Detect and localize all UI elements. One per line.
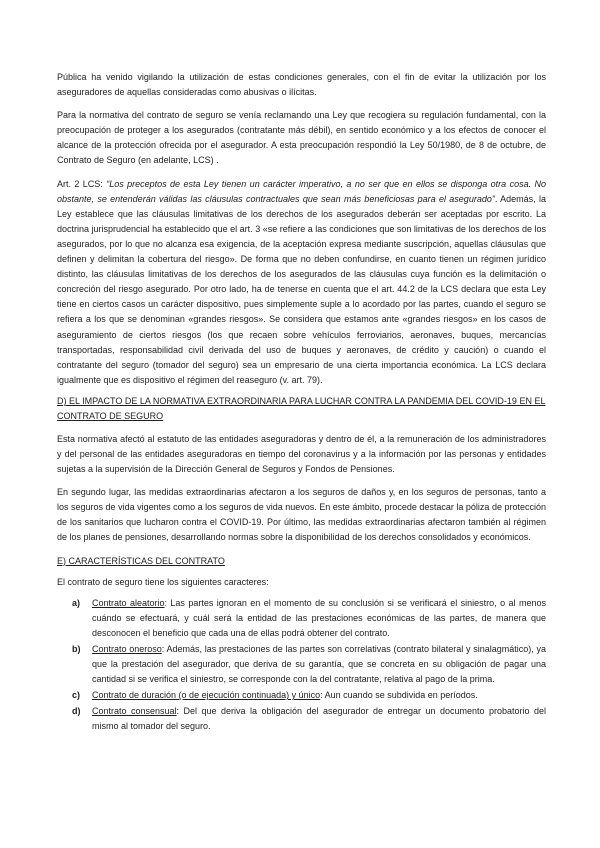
- art-2-lead: Art. 2 LCS:: [57, 178, 107, 189]
- paragraph-ley-contrato-seguro: Para la normativa del contrato de seguro se venía reclamando una Ley que recogiera su regulación fundamental, con la preocupación de proteger a los asegurados (contratante más débil), en sentido económico y a los efectos de conocer el alcance de la protección ofrecida por el asegurador. A esta preocupación respondió la Ley 50/1980, de 8 de octubre, de Contrato de Seguro (en adelante, LCS) .: [57, 110, 546, 166]
- list-marker: a): [72, 597, 81, 608]
- list-item-consensual: [57, 704, 546, 734]
- section-heading-d: D) EL IMPACTO DE LA NORMATIVA EXTRAORDINARIA PARA LUCHAR CONTRA LA PANDEMIA DEL COVID-19 EN EL CONTRATO DE SEGURO: [57, 395, 546, 421]
- list-item-duracion: [57, 688, 546, 703]
- paragraph-condiciones-generales: Pública ha venido vigilando la utilización de estas condiciones generales, con el fin de evitar la utilización por los aseguradores de aquellas consideradas como abusivas o ilícitas.: [57, 72, 546, 98]
- paragraph-normativa-estatuto: Esta normativa afectó al estatuto de las entidades aseguradoras y dentro de él, a la remuneración de los administradores y del personal de las entidades aseguradoras en tiempo del coronavirus y a la información por las personas y entidades sujetas a la supervisión de la Dirección General de Seguros y Fondos de Pensiones.: [57, 433, 546, 475]
- list-term: Contrato consensual: [92, 706, 177, 717]
- section-heading-e: E) CARACTERÍSTICAS DEL CONTRATO: [57, 555, 225, 566]
- characteristics-list: [57, 596, 546, 735]
- art-2-quote: “Los preceptos de esta Ley tienen un carácter imperativo, a no ser que en ellos se disponga otra cosa. No obstante, se entenderán válidas las cláusulas contractuales que sean más beneficiosas para el asegurado”: [57, 178, 546, 204]
- document-page: [57, 70, 546, 735]
- list-marker: c): [72, 690, 81, 701]
- list-text: : Del que deriva la obligación del asegurador de entregar un documento probatorio del mismo al tomador del seguro.: [92, 706, 546, 732]
- paragraph-medidas-extraordinarias: En segundo lugar, las medidas extraordinarias afectaron a los seguros de daños y, en los seguros de personas, tanto a los seguros de vida vigentes como a los seguros de vida nuevos. En este ámbito, procede destacar la póliza de protección de los sanitarios que lucharon contra el COVID-19. Por último, las medidas extraordinarias afectaron también al régimen de los planes de pensiones, desarrollando normas sobre la disponibilidad de los derechos consolidados y económicos.: [57, 487, 546, 543]
- list-marker: b): [72, 643, 81, 654]
- list-term: Contrato oneroso: [92, 643, 162, 654]
- paragraph-art-2-lcs: [57, 177, 546, 388]
- list-item-oneroso: [57, 642, 546, 687]
- paragraph-caracteres-intro: El contrato de seguro tiene los siguientes caracteres:: [57, 576, 269, 587]
- list-term: Contrato de duración (o de ejecución continuada) y único: [92, 690, 321, 701]
- list-text: : Aun cuando se subdivida en períodos.: [320, 690, 478, 701]
- art-2-rest: . Además, la Ley establece que las cláusulas limitativas de los derechos de los asegurados deberán ser aceptadas por escrito. La doctrina jurisprudencial ha establecido que el art. 3 «se refiere a las condiciones que son limitativas de los derechos de los asegurados, por lo que no alcanza esa exigencia, de la aceptación expresa mediante suscripción, aquellas cláusulas que definen y delimitan la cobertura del riesgo». De forma que no deben confundirse, en cuanto tienen un régimen jurídico distinto, las cláusulas limitativas de los derechos de los asegurados de las cláusulas cuya función es la delimitación o concreción del riesgo asegurado. Por otro lado, ha de tenerse en cuenta que el art. 44.2 de la LCS declara que esta Ley tiene en ciertos casos un carácter dispositivo, pues simplemente suple a lo acordado por las partes, cuando el seguro se refiera a los que se denominan «grandes riesgos». Se considera que estamos ante «grandes riesgos» en los casos de aseguramiento de ciertos riesgos (los que recaen sobre vehículos ferroviarios, aeronaves, buques, mercancías transportadas, responsabilidad civil derivada del uso de buques y aeronaves, de crédito y caución) o cuando el contratante del seguro (tomador del seguro) sea un empresario de una cierta importancia económica. La LCS declara igualmente que es dispositivo el régimen del reaseguro (v. art. 79).: [57, 193, 546, 385]
- list-term: Contrato aleatorio: [92, 597, 165, 608]
- list-text: : Las partes ignoran en el momento de su conclusión si se verificará el siniestro, o al menos cuándo se efectuará, y cuál será la entidad de las prestaciones económicas de las partes, de manera que desconocen el beneficio que cada una de ellas podrá obtener del contrato.: [92, 597, 547, 638]
- list-marker: d): [72, 706, 81, 717]
- list-item-aleatorio: [57, 596, 546, 641]
- list-text: : Además, las prestaciones de las partes son correlativas (contrato bilateral y sinalagmático), ya que la prestación del asegurador, que deriva de su garantía, que se concreta en su obligación de pagar una cantidad si se verifica el siniestro, se corresponde con la del contratante, relativa al pago de la prima.: [92, 643, 546, 685]
